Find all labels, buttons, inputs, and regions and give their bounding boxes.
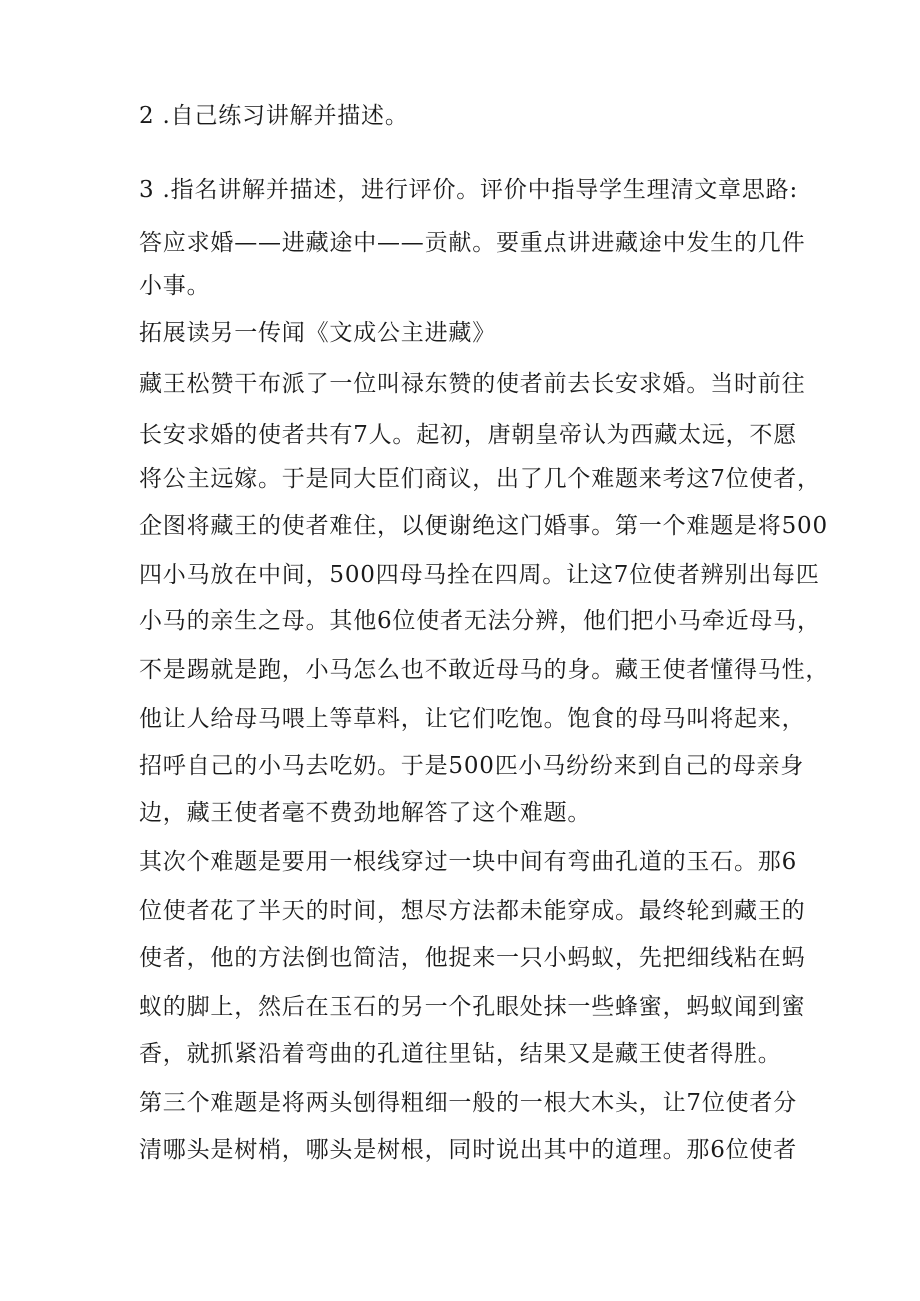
section-heading: 拓展读另一传闻《文成公主进藏》 — [139, 320, 496, 346]
text-line: 香，就抓紧沿着弯曲的孔道往里钻，结果又是藏王使者得胜。 — [139, 1041, 782, 1067]
text-line: 不是踢就是跑，小马怎么也不敢近母马的身。藏王使者懂得马性， — [139, 657, 830, 683]
text-line: 使者，他的方法倒也简洁，他捉来一只小蚂蚁，先把细线粘在蚂 — [139, 945, 806, 971]
text-line: 藏王松赞干布派了一位叫禄东赞的使者前去长安求婚。当时前往 — [139, 371, 806, 397]
text-line: 招呼自己的小马去吃奶。于是500匹小马纷纷来到自己的母亲身 — [139, 753, 805, 779]
text-line: 位使者花了半天的时间，想尽方法都未能穿成。最终轮到藏王的 — [139, 898, 806, 924]
text-line: 清哪头是树梢，哪头是树根，同时说出其中的道理。那6位使者 — [139, 1137, 798, 1163]
text-line: 边，藏王使者毫不费劲地解答了这个难题。 — [139, 800, 592, 826]
text-line: 2 .自己练习讲解并描述。 — [139, 103, 409, 129]
text-line: 答应求婚——进藏途中——贡献。要重点讲进藏途中发生的几件 — [139, 230, 806, 256]
text-line: 将公主远嫁。于是同大臣们商议，出了几个难题来考这7位使者， — [139, 466, 821, 492]
text-line: 小马的亲生之母。其他6位使者无法分辨，他们把小马牵近母马， — [139, 608, 821, 634]
text-line: 小事。 — [139, 273, 211, 299]
text-line: 蚁的脚上，然后在玉石的另一个孔眼处抹一些蜂蜜，蚂蚁闻到蜜 — [139, 994, 806, 1020]
text-line: 长安求婚的使者共有7人。起初，唐朝皇帝认为西藏太远，不愿 — [139, 422, 798, 448]
text-line: 3 .指名讲解并描述，进行评价。评价中指导学生理清文章思路: — [139, 177, 799, 203]
text-line: 企图将藏王的使者难住，以便谢绝这门婚事。第一个难题是将500 — [139, 513, 828, 539]
text-line: 第三个难题是将两头刨得粗细一般的一根大木头，让7位使者分 — [139, 1090, 798, 1116]
text-line: 其次个难题是要用一根线穿过一块中间有弯曲孔道的玉石。那6 — [139, 849, 798, 875]
text-line: 四小马放在中间，500四母马拴在四周。让这7位使者辨别出每匹 — [139, 562, 820, 588]
text-line: 他让人给母马喂上等草料，让它们吃饱。饱食的母马叫将起来， — [139, 706, 806, 732]
